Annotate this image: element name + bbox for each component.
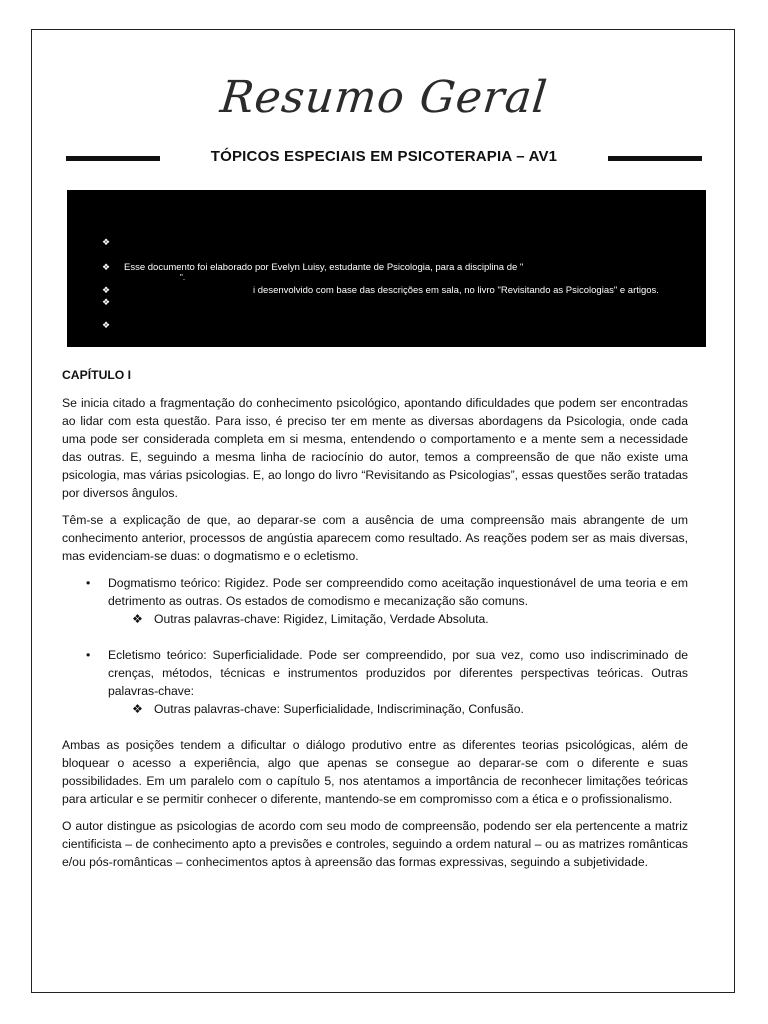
diamond-bullet-icon: ❖ — [132, 612, 143, 626]
info-line-2: i desenvolvido com base das descrições em sala, no livro "Revisitando as Psicologias" e artigos. — [253, 285, 659, 296]
bullet-list — [62, 574, 688, 718]
page-title: Resumo Geral — [217, 72, 551, 123]
diamond-bullet-icon: ❖ — [102, 237, 111, 247]
diamond-bullet-icon: ❖ — [132, 702, 143, 716]
paragraph: O autor distingue as psicologias de acordo com seu modo de compreensão, podendo ser ela pertencente a matriz cientificista – de conhecimento apto a previsões e controles, seguindo a ordem natural – ou as matrizes românticas e/ou pós-românticas – conhecimentos aptos à apreensão das formas expressivas, seguindo a subjetividade. — [62, 819, 688, 869]
info-line-1: Esse documento foi elaborado por Evelyn Luisy, estudante de Psicologia, para a disciplina de " — [124, 262, 524, 273]
chapter-heading: CAPÍTULO I — [62, 368, 132, 382]
sub-list-item — [108, 700, 688, 718]
sub-list-item-text: Outras palavras-chave: Superficialidade, Indiscriminação, Confusão. — [154, 702, 524, 716]
right-rule — [608, 156, 702, 161]
sub-list-item — [108, 610, 688, 628]
paragraph: Têm-se a explicação de que, ao deparar-se com a ausência de uma compreensão mais abrangente de um conhecimento anterior, processos de angústia aparecem como resultado. As reações podem ser as mais diversas, mas evidenciam-se duas: o dogmatismo e o ecletismo. — [62, 513, 688, 563]
info-line-1-tail: ". — [180, 273, 186, 282]
list-item-text: Dogmatismo teórico: Rigidez. Pode ser compreendido como aceitação inquestionável de uma teoria e em detrimento as outras. Os estados de comodismo e mecanização são comuns. — [108, 576, 688, 608]
paragraph: Se inicia citado a fragmentação do conhecimento psicológico, apontando dificuldades que podem ser encontradas ao lidar com esta questão. Para isso, é preciso ter em mente as diversas abordagens da Psicologia, onde cada uma pode ser considerada completa em si mesma, entendendo o comportamento e a mente sem a necessidade das outras. E, seguindo a mesma linha de raciocínio do autor, temos a compreensão de que não existe uma psicologia, mas várias psicologias. E, ao longo do livro “Revisitando as Psicologias”, essas questões serão tratadas por diversos ângulos. — [62, 396, 688, 500]
sub-list-item-text: Outras palavras-chave: Rigidez, Limitação, Verdade Absoluta. — [154, 612, 489, 626]
paragraph: Ambas as posições tendem a dificultar o diálogo produtivo entre as diferentes teorias psicológicas, além de bloquear o acesso a experiência, algo que apenas se consegue ao deparar-se com o diferente e suas possibilidades. Em um paralelo com o capítulo 5, nos atentamos a importância de reconhecer limitações teóricas para articular e se permitir conhecer o diferente, mantendo-se em compromisso com a ética e o profissionalismo. — [62, 738, 688, 806]
list-item — [62, 574, 688, 628]
diamond-bullet-icon: ❖ — [102, 297, 111, 307]
diamond-bullet-icon: ❖ — [102, 320, 111, 330]
diamond-bullet-icon: ❖ — [102, 285, 111, 295]
diamond-bullet-icon: ❖ — [102, 262, 111, 272]
subtitle-row — [66, 146, 702, 170]
info-box — [67, 190, 706, 347]
list-item — [62, 646, 688, 718]
document-body — [62, 366, 688, 880]
subtitle: TÓPICOS ESPECIAIS EM PSICOTERAPIA – AV1 — [210, 148, 558, 165]
list-item-text: Ecletismo teórico: Superficialidade. Pode ser compreendido, por sua vez, como uso indiscriminado de crenças, métodos, técnicas e instrumentos produzidos por diferentes perspectivas teóricas. Outras palavras-chave: — [108, 648, 688, 698]
